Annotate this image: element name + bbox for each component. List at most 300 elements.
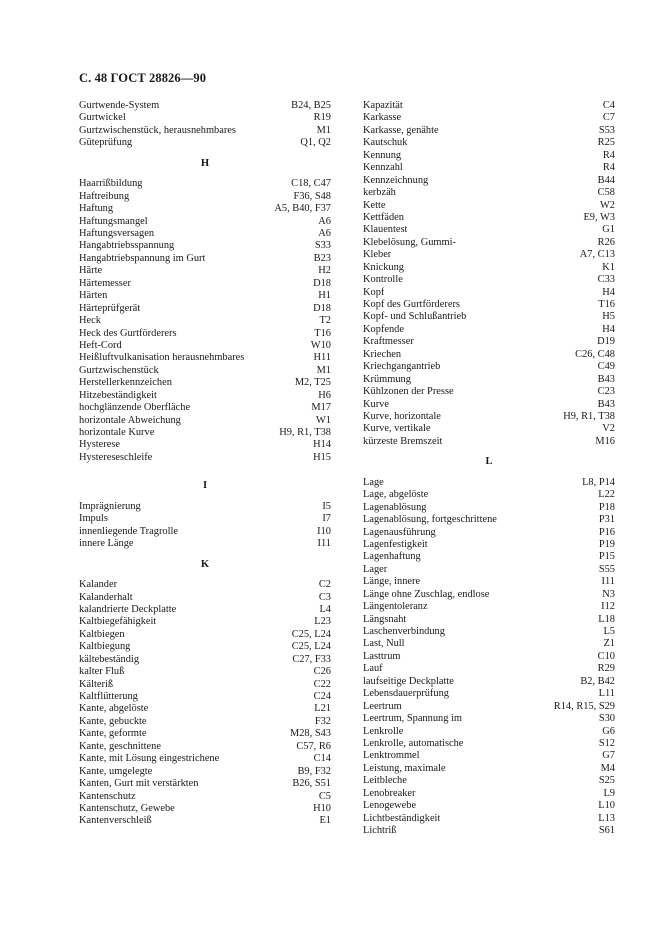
letter-heading-i: I — [202, 480, 208, 492]
index-reference: F32 — [314, 715, 331, 727]
index-reference: H2 — [318, 265, 331, 277]
index-entry — [363, 614, 615, 626]
index-reference: I12 — [601, 601, 615, 613]
index-entry — [79, 112, 331, 124]
index-reference: W10 — [310, 339, 331, 351]
index-entry — [79, 513, 331, 525]
index-reference: L18 — [598, 613, 615, 625]
index-term: Güteprüfung — [79, 137, 133, 149]
index-reference: B26, S51 — [292, 778, 331, 790]
index-reference: C3 — [318, 591, 331, 603]
index-reference: R25 — [597, 137, 615, 149]
index-reference: L5 — [603, 626, 615, 637]
index-reference: R14, R15, S29 — [553, 700, 615, 712]
index-term: Gurtzwischenstück, herausnehmbares — [79, 124, 236, 136]
index-reference: M4 — [600, 762, 615, 774]
index-reference: R4 — [602, 149, 615, 161]
index-entry — [363, 349, 615, 361]
index-entry — [363, 324, 615, 336]
index-term: Härtemesser — [79, 277, 131, 289]
index-reference: B43 — [597, 373, 615, 385]
index-term: Kennzeichnung — [363, 174, 429, 186]
index-term: Leistung, maximale — [363, 762, 446, 774]
index-term: Heck des Gurtförderers — [79, 327, 177, 339]
index-term: Heck — [79, 315, 101, 327]
index-term: Kaltflütterung — [79, 691, 138, 702]
index-reference: V2 — [602, 423, 615, 435]
index-term: Kraftmesser — [363, 336, 414, 348]
index-term: Kalander — [79, 579, 118, 591]
index-entry — [79, 654, 331, 666]
index-entry — [79, 526, 331, 538]
index-entry — [79, 741, 331, 753]
index-term: Haarrißbildung — [79, 178, 143, 190]
index-term: Kälteriß — [79, 678, 114, 690]
index-entry — [363, 651, 615, 663]
index-term: Kalanderhalt — [79, 591, 133, 603]
index-reference: S55 — [598, 563, 615, 575]
section-k-continued — [363, 100, 615, 448]
index-entry — [79, 791, 331, 803]
index-term: Kühlzonen der Presse — [363, 386, 454, 398]
index-reference: C33 — [597, 274, 615, 286]
index-reference: C57, R6 — [296, 740, 331, 752]
index-entry — [363, 299, 615, 311]
index-entry — [79, 579, 331, 591]
index-entry — [363, 813, 615, 825]
index-reference: L13 — [598, 812, 615, 824]
index-entry — [363, 162, 615, 174]
index-reference: L10 — [598, 800, 615, 812]
index-entry — [363, 137, 615, 149]
index-entry — [79, 253, 331, 265]
index-entry — [363, 738, 615, 750]
index-entry — [79, 753, 331, 765]
index-reference: D18 — [313, 302, 331, 314]
index-reference: R26 — [597, 236, 615, 248]
index-entry — [363, 411, 615, 423]
index-reference: C10 — [597, 650, 615, 662]
index-entry — [79, 303, 331, 315]
index-entry — [363, 589, 615, 601]
index-reference: H9, R1, T38 — [279, 427, 331, 438]
letter-heading-l: L — [485, 456, 493, 468]
index-reference: B43 — [597, 398, 615, 410]
index-reference: K1 — [602, 261, 615, 273]
index-reference: B2, B42 — [580, 675, 615, 687]
index-term: Lebensdauerprüfung — [363, 688, 449, 700]
index-entry — [79, 604, 331, 616]
index-reference: R4 — [602, 162, 615, 174]
index-reference: M28, S43 — [290, 728, 331, 740]
index-term: Härten — [79, 290, 108, 302]
index-term: Lagenablösung, fortgeschrittene — [363, 514, 497, 526]
index-term: Heft-Cord — [79, 339, 122, 351]
index-term: laufseitige Deckplatte — [363, 675, 454, 687]
index-entry — [363, 502, 615, 514]
index-term: kerbzäh — [363, 187, 396, 199]
index-reference: I11 — [317, 538, 331, 550]
index-term: Lager — [363, 563, 388, 575]
index-entry — [363, 601, 615, 613]
index-entry — [79, 216, 331, 228]
index-term: Kettfäden — [363, 211, 404, 223]
index-entry — [363, 386, 615, 398]
index-entry — [363, 788, 615, 800]
index-reference: W1 — [315, 414, 331, 426]
index-reference: L4 — [319, 603, 331, 615]
index-entry — [79, 728, 331, 740]
index-reference: R19 — [313, 112, 331, 124]
index-term: kältebeständig — [79, 653, 140, 665]
index-entry — [363, 489, 615, 501]
index-term: Härte — [79, 265, 103, 277]
index-entry — [363, 311, 615, 323]
index-reference: L21 — [314, 703, 331, 715]
index-entry — [363, 514, 615, 526]
index-reference: C7 — [602, 112, 615, 124]
index-term: Lage — [363, 476, 384, 488]
index-entry — [79, 390, 331, 402]
index-term: Kopf des Gurtförderers — [363, 299, 460, 310]
index-term: Krümmung — [363, 373, 411, 385]
index-term: Kleber — [363, 249, 392, 261]
index-reference: A7, C13 — [579, 249, 615, 261]
index-term: Kante, abgelöste — [79, 703, 149, 715]
index-entry — [79, 240, 331, 252]
index-reference: C26 — [313, 666, 331, 678]
index-term: Kurve — [363, 398, 389, 410]
index-reference: G7 — [602, 750, 615, 762]
index-entry — [79, 137, 331, 149]
index-entry — [79, 616, 331, 628]
index-term: Lichtbeständigkeit — [363, 812, 441, 824]
index-term: Kaltbiegefähigkeit — [79, 616, 157, 628]
index-entry — [79, 365, 331, 377]
index-entry — [79, 290, 331, 302]
index-entry — [79, 203, 331, 215]
index-reference: H1 — [318, 290, 331, 302]
index-entry — [79, 178, 331, 190]
index-term: Kopfende — [363, 323, 404, 335]
index-reference: S12 — [598, 737, 615, 749]
index-entry — [79, 402, 331, 414]
index-reference: A6 — [318, 215, 331, 227]
index-term: Kapazität — [363, 100, 403, 111]
index-entry — [79, 315, 331, 327]
letter-heading-k: K — [200, 558, 210, 570]
index-reference: P31 — [598, 514, 615, 526]
index-entry — [79, 100, 331, 112]
index-entry — [363, 175, 615, 187]
index-reference: I7 — [322, 513, 331, 525]
index-term: Lasttrum — [363, 650, 401, 662]
index-reference: M2, T25 — [294, 377, 331, 389]
index-term: Lichtriß — [363, 825, 397, 836]
index-term: Kantenschutz — [79, 790, 136, 802]
index-reference: L23 — [314, 616, 331, 628]
index-reference: L9 — [603, 787, 615, 799]
index-term: Gurtwickel — [79, 112, 126, 124]
index-term: Kopf- und Schlußantrieb — [363, 311, 467, 323]
index-entry — [363, 638, 615, 650]
index-reference: I5 — [322, 500, 331, 512]
index-term: Lagenablösung — [363, 501, 427, 513]
index-term: Kennzahl — [363, 162, 403, 174]
index-reference: C58 — [597, 187, 615, 199]
index-term: Hystereseschleife — [79, 451, 153, 463]
index-term: Kaltbiegen — [79, 628, 125, 640]
index-term: innenliegende Tragrolle — [79, 525, 178, 537]
index-reference: H4 — [602, 323, 615, 335]
index-entry — [363, 100, 615, 112]
index-reference: H5 — [602, 311, 615, 323]
index-entry — [79, 592, 331, 604]
index-term: Kantenschutz, Gewebe — [79, 802, 175, 814]
index-reference: D18 — [313, 277, 331, 289]
index-reference: Q1, Q2 — [300, 137, 331, 149]
index-term: kürzeste Bremszeit — [363, 435, 443, 447]
index-term: innere Länge — [79, 538, 134, 550]
index-term: Hangabtriebspannung im Gurt — [79, 252, 206, 264]
index-reference: D19 — [597, 336, 615, 348]
index-entry — [363, 576, 615, 588]
index-entry — [363, 564, 615, 576]
index-term: Hangabtriebsspannung — [79, 240, 175, 252]
index-entry — [79, 439, 331, 451]
index-reference: C25, L24 — [291, 628, 331, 640]
index-term: Kante, geschnittene — [79, 740, 161, 752]
index-term: hochglänzende Oberfläche — [79, 402, 191, 414]
index-reference: L22 — [598, 489, 615, 501]
index-entry — [363, 112, 615, 124]
index-term: Kopf — [363, 286, 385, 298]
index-entry — [363, 527, 615, 539]
index-reference: C22 — [313, 678, 331, 690]
section-g-tail — [79, 100, 331, 150]
index-term: Klauentest — [363, 224, 408, 236]
index-reference: I10 — [317, 525, 331, 537]
index-entry — [363, 539, 615, 551]
index-reference: H10 — [313, 802, 331, 814]
index-term: Karkasse — [363, 112, 402, 124]
index-reference: T16 — [314, 327, 331, 339]
index-entry — [79, 340, 331, 352]
index-term: Härteprüfgerät — [79, 302, 141, 314]
index-entry — [363, 200, 615, 212]
index-entry — [363, 423, 615, 435]
index-term: Last, Null — [363, 638, 405, 650]
index-term: Haftungsmangel — [79, 215, 148, 227]
index-term: Leertrum — [363, 700, 402, 712]
index-reference: C18, C47 — [291, 178, 331, 190]
index-reference: B9, F32 — [297, 765, 331, 777]
index-reference: H11 — [313, 352, 331, 364]
index-reference: R29 — [597, 663, 615, 675]
index-reference: B23 — [313, 252, 331, 264]
index-entry — [79, 328, 331, 340]
index-term: Länge, innere — [363, 576, 421, 588]
index-reference: S30 — [598, 713, 615, 725]
index-reference: A5, B40, F37 — [274, 203, 331, 215]
index-entry — [79, 538, 331, 550]
index-reference: C23 — [597, 386, 615, 398]
index-entry — [363, 701, 615, 713]
index-term: Lagenausführung — [363, 526, 436, 538]
index-term: Lenkrolle — [363, 725, 404, 737]
index-reference: C24 — [313, 691, 331, 702]
index-entry — [363, 726, 615, 738]
index-entry — [79, 815, 331, 827]
index-reference: Z1 — [603, 638, 615, 650]
index-term: Kennung — [363, 149, 402, 161]
index-reference: C26, C48 — [575, 348, 615, 360]
index-column-right — [363, 100, 615, 837]
index-term: Lauf — [363, 663, 383, 675]
index-term: Längsnaht — [363, 613, 407, 625]
index-reference: G1 — [602, 224, 615, 236]
index-entry — [363, 249, 615, 261]
index-term: Leitbleche — [363, 775, 407, 787]
index-term: Lenkrolle, automatische — [363, 737, 464, 749]
index-reference: H4 — [602, 286, 615, 298]
index-entry — [363, 750, 615, 762]
index-entry — [79, 452, 331, 464]
index-entry — [79, 278, 331, 290]
index-term: Lenogewebe — [363, 800, 417, 812]
index-entry — [79, 641, 331, 653]
index-entry — [79, 228, 331, 240]
index-entry — [79, 191, 331, 203]
index-term: Kurve, vertikale — [363, 423, 431, 435]
index-term: Hitzebeständigkeit — [79, 389, 157, 401]
index-entry — [363, 825, 615, 837]
section-l — [363, 477, 615, 838]
index-reference: P15 — [598, 551, 615, 563]
index-reference: S33 — [314, 240, 331, 252]
index-entry — [363, 436, 615, 448]
index-term: Lenktrommel — [363, 750, 420, 762]
index-term: horizontale Kurve — [79, 427, 155, 438]
index-reference: C2 — [318, 579, 331, 591]
index-term: Länge ohne Zuschlag, endlose — [363, 588, 490, 600]
index-term: Kontrolle — [363, 274, 403, 286]
index-reference: H15 — [313, 451, 331, 463]
index-reference: S25 — [598, 775, 615, 787]
index-entry — [363, 551, 615, 563]
index-entry — [363, 187, 615, 199]
index-entry — [79, 501, 331, 513]
index-term: Hysterese — [79, 439, 120, 451]
index-reference: P19 — [598, 538, 615, 550]
index-entry — [79, 415, 331, 427]
index-term: Kautschuk — [363, 137, 408, 149]
section-h — [79, 178, 331, 464]
index-entry — [79, 703, 331, 715]
index-term: Kante, gebuckte — [79, 715, 147, 727]
index-entry — [363, 663, 615, 675]
index-reference: C49 — [597, 361, 615, 373]
index-entry — [363, 237, 615, 249]
letter-heading-h: H — [200, 157, 210, 169]
index-reference: A6 — [318, 228, 331, 239]
index-term: Klebelösung, Gummi- — [363, 236, 456, 248]
index-term: Haftreibung — [79, 190, 130, 202]
index-reference: I11 — [601, 576, 615, 588]
section-k — [79, 579, 331, 828]
index-term: Imprägnierung — [79, 500, 141, 512]
index-entry — [363, 800, 615, 812]
index-entry — [363, 399, 615, 411]
index-term: Gurtwende-System — [79, 100, 160, 111]
index-entry — [79, 377, 331, 389]
index-term: Lenobreaker — [363, 787, 416, 799]
index-term: Karkasse, genähte — [363, 124, 439, 136]
index-term: Längentoleranz — [363, 601, 428, 613]
index-entry — [363, 274, 615, 286]
index-entry — [363, 477, 615, 489]
index-reference: F36, S48 — [293, 190, 331, 202]
index-term: Lage, abgelöste — [363, 489, 429, 501]
index-term: Lagenfestigkeit — [363, 538, 428, 550]
index-entry — [363, 336, 615, 348]
index-term: Kaltbiegung — [79, 641, 131, 653]
index-reference: C4 — [602, 100, 615, 111]
index-entry — [79, 265, 331, 277]
index-reference: H14 — [313, 439, 331, 451]
index-reference: M17 — [311, 402, 331, 414]
index-reference: S53 — [598, 124, 615, 136]
index-entry — [363, 150, 615, 162]
index-term: Kette — [363, 199, 386, 211]
index-reference: C5 — [318, 790, 331, 802]
page-header: С. 48 ГОСТ 28826—90 — [79, 71, 207, 85]
index-entry — [363, 212, 615, 224]
index-reference: C25, L24 — [291, 641, 331, 653]
index-term: Kante, mit Lösung eingestrichene — [79, 753, 220, 765]
index-column-left — [79, 100, 331, 828]
index-reference: W2 — [599, 199, 615, 211]
index-entry — [79, 716, 331, 728]
index-term: Laschenverbindung — [363, 626, 445, 637]
index-reference: N3 — [602, 588, 615, 600]
index-reference: H6 — [318, 389, 331, 401]
index-entry — [79, 803, 331, 815]
index-reference: P18 — [598, 501, 615, 513]
index-reference: E1 — [319, 815, 331, 827]
index-reference: G6 — [602, 725, 615, 737]
index-entry — [79, 125, 331, 137]
index-entry — [79, 778, 331, 790]
index-term: Knickung — [363, 261, 404, 273]
index-term: Haftung — [79, 203, 114, 215]
index-entry — [363, 262, 615, 274]
index-reference: T16 — [598, 299, 615, 310]
index-reference: M1 — [316, 124, 331, 136]
index-reference: L11 — [598, 688, 615, 700]
index-entry — [79, 427, 331, 439]
index-reference: M1 — [316, 364, 331, 376]
index-reference: T2 — [319, 315, 331, 327]
index-entry — [79, 679, 331, 691]
index-term: Kriechgangantrieb — [363, 361, 441, 373]
index-term: Kurve, horizontale — [363, 410, 441, 422]
index-term: Heißluftvulkanisation herausnehmbares — [79, 352, 245, 364]
index-reference: E9, W3 — [583, 211, 615, 223]
index-term: kalandrierte Deckplatte — [79, 603, 177, 615]
index-entry — [79, 629, 331, 641]
index-term: Lagenhaftung — [363, 551, 421, 563]
